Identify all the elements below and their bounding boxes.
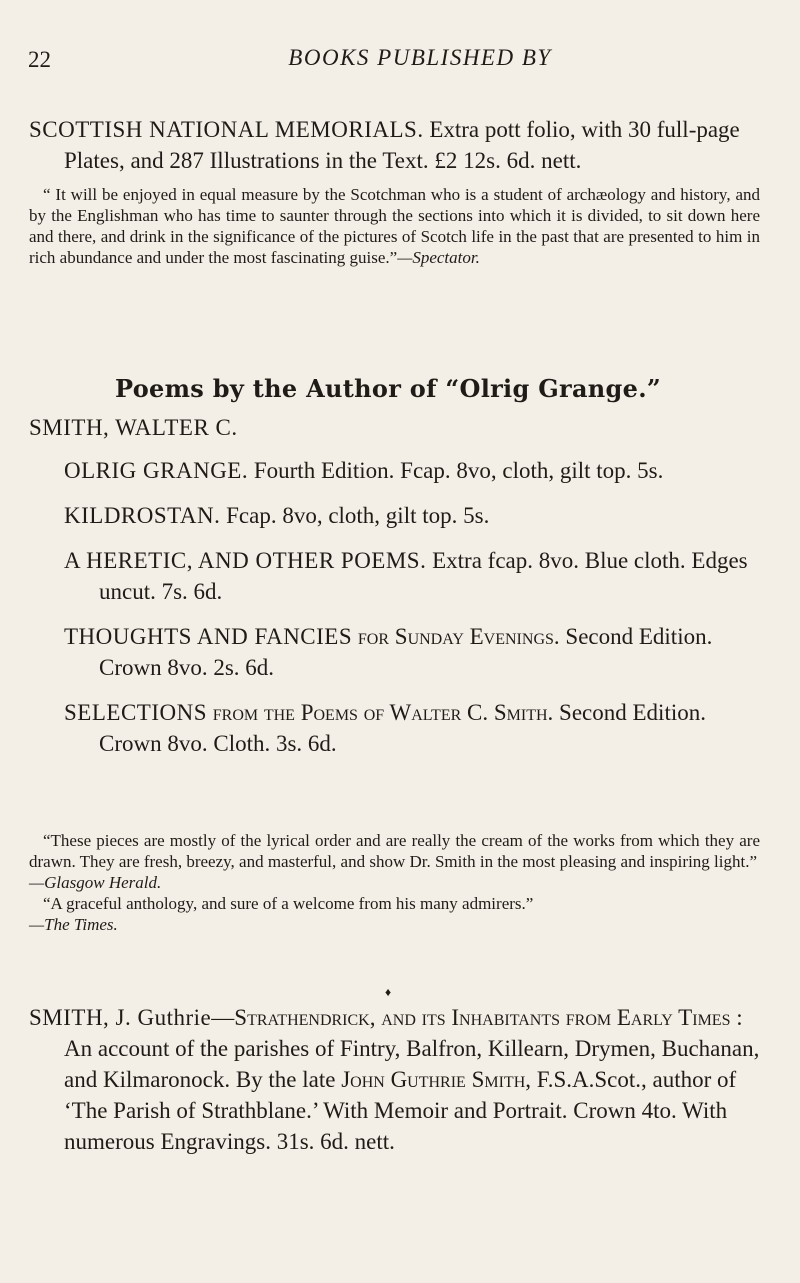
section-author: SMITH, WALTER C. [29, 415, 238, 440]
book-details: Second Edition. Crown 8vo. Cloth. 3s. 6d. [99, 700, 706, 756]
running-head: BOOKS PUBLISHED BY [288, 45, 552, 70]
book-details: Extra pott folio, [429, 117, 576, 142]
book-title: OLRIG GRANGE. [64, 458, 249, 483]
review-text: “ It will be enjoyed in equal measure by the Scotchman who is a student of archæology and history, and by the Englishman who has time to saunter through the sections into which it is divided, to sit down here and there, and drink in the significance of the pictures of Scotch life in the past that are presented to him in rich abundance and under the most fascinating guise.” [29, 185, 760, 267]
entry-strathendrick [29, 1002, 760, 1157]
page-number: 22 [28, 47, 51, 72]
review-quote [29, 830, 760, 893]
entry-scottish-memorials [29, 114, 760, 268]
book-title: KILDROSTAN. [64, 503, 221, 528]
book-details: Fcap. 8vo, cloth, gilt top. 5s. [220, 503, 490, 528]
book-title: —Strathendrick, and its Inhabitants from Early Times [211, 1005, 731, 1030]
book-entry-olrig [64, 455, 764, 486]
book-details-2: , F.S.A.Scot., author of ‘The Parish of Strathblane.’ With Memoir and Portrait. Crown 4to. With numerous Engravings. 31s. 6d. nett. [64, 1067, 737, 1154]
author-name: SMITH, J. Guthrie [29, 1005, 212, 1030]
review-source: —Glasgow Herald. [29, 873, 162, 892]
book-details: : An account of the parishes of Fintry, Balfron, Killearn, Drymen, Buchanan, and Kilmaronock. By the late [64, 1005, 760, 1092]
book-details-2: with 30 full-page Plates, and 287 Illustrations in the Text. [64, 117, 740, 173]
selections-reviews [29, 830, 760, 935]
book-entry-selections [64, 697, 764, 759]
book-details: Fourth Edition. Fcap. 8vo, cloth, gilt top. 5s. [248, 458, 664, 483]
book-details: Second Edition. Crown 8vo. 2s. 6d. [99, 624, 713, 680]
section-title-block [115, 374, 800, 404]
review-text: “A graceful anthology, and sure of a welcome from his many admirers.” [43, 894, 534, 913]
separator-mark: ♦ [385, 985, 392, 999]
review-quote [29, 184, 760, 268]
review-text: “These pieces are mostly of the lyrical order and are really the cream of the works from which they are drawn. They are fresh, breezy, and masterful, and show Dr. Smith in the most pleasing and inspiring light.” [29, 831, 760, 871]
section-title: Poems by the Author of “Olrig Grange.” [115, 374, 661, 403]
author-full-name: John Guthrie Smith [341, 1067, 526, 1092]
book-title: A HERETIC, AND OTHER POEMS. [64, 548, 427, 573]
entry-text [29, 1002, 760, 1157]
book-title: SCOTTISH NATIONAL MEMORIALS. [29, 117, 424, 142]
book-details: Extra fcap. 8vo. Blue cloth. Edges uncut. 7s. 6d. [99, 548, 748, 604]
review-source: —The Times. [29, 915, 118, 934]
book-price: £2 12s. 6d. nett. [434, 148, 582, 173]
book-subtitle: from the Poems of Walter C. Smith. [207, 700, 554, 725]
review-source: —Spectator. [397, 248, 480, 267]
review-quote [29, 893, 760, 935]
entry-text [29, 114, 760, 176]
book-entry-thoughts [64, 621, 764, 683]
book-title: THOUGHTS AND FANCIES [64, 624, 353, 649]
books-list [64, 455, 764, 759]
book-title: SELECTIONS [64, 700, 207, 725]
book-entry-kildrostan [64, 500, 764, 531]
section-author-block [29, 412, 760, 443]
book-subtitle: for Sunday Evenings. [352, 624, 560, 649]
book-entry-heretic [64, 545, 764, 607]
